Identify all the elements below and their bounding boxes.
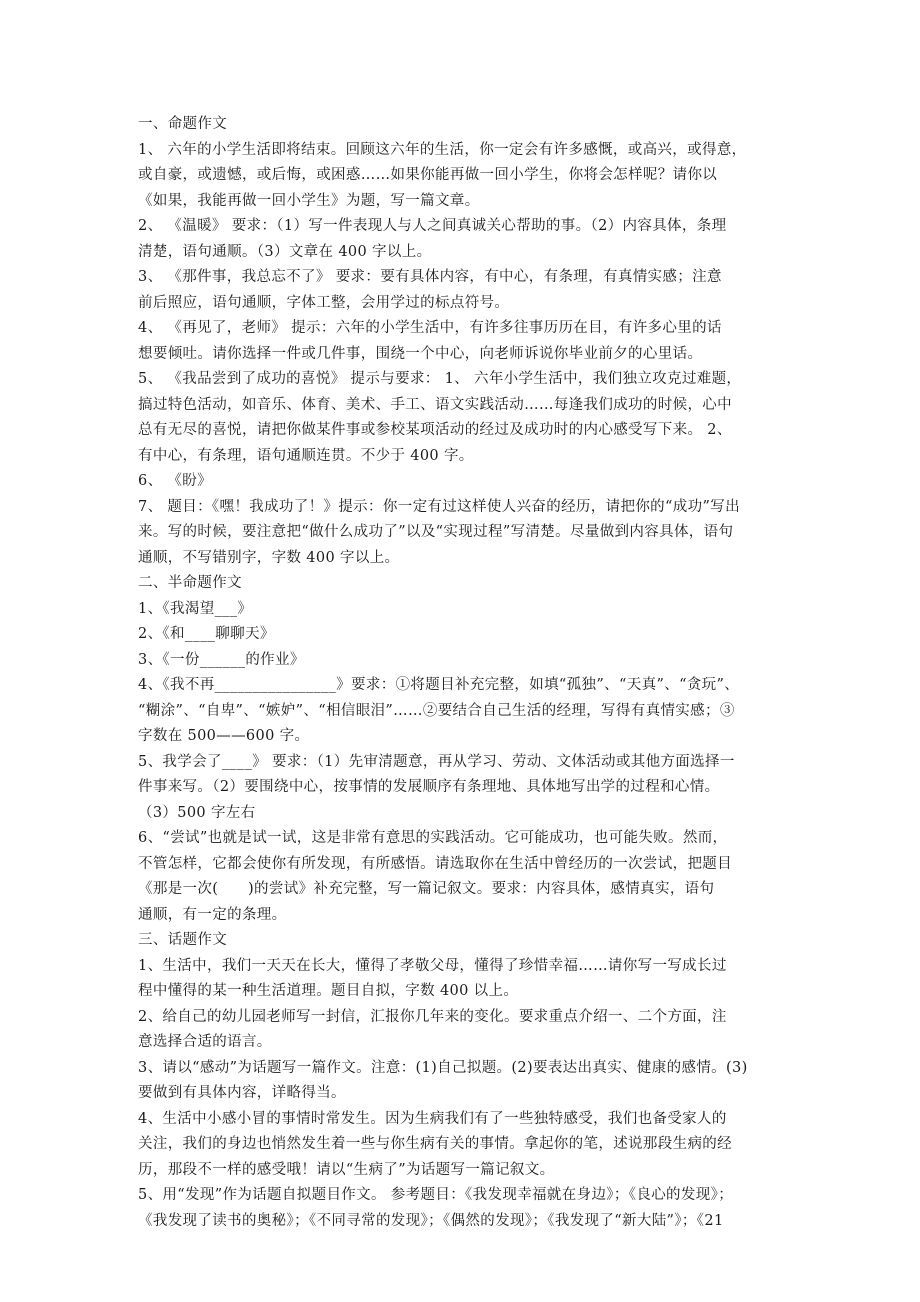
- section-heading-1: 一、命题作文: [138, 116, 228, 132]
- text-line: 3、 《那件事，我总忘不了》 要求：要有具体内容，有中心，有条理，有真情实感；注意: [138, 269, 722, 285]
- text-line: 4、《我不再________________》要求：①将题目补充完整，如填“孤独”、“天真”、“贪玩”、: [138, 677, 740, 693]
- text-line: 《我发现了读书的奥秘》；《不同寻常的发现》；《偶然的发现》；《我发现了“新大陆”》；《21: [138, 1212, 724, 1229]
- text-line: 搞过特色活动，如音乐、体育、美术、手工、语文实践活动……每逢我们成功的时候，心中: [138, 396, 732, 413]
- text-line: 1、 六年的小学生活即将结束。回顾这六年的生活，你一定会有许多感慨，或高兴，或得意，: [138, 141, 747, 158]
- text-line: 关注，我们的身边也悄然发生着一些与你生病有关的事情。拿起你的笔，述说那段生病的经: [138, 1136, 732, 1152]
- text-line: 2、 《温暖》 要求：（1）写一件表现人与人之间真诚关心帮助的事。（2）内容具体，条理: [138, 218, 727, 234]
- text-line: 1、生活中，我们一天天在长大，懂得了孝敬父母，懂得了珍惜幸福……请你写一写成长过: [138, 957, 727, 974]
- text-line: 4、 《再见了，老师》 提示：六年的小学生活中，有许多往事历历在目，有许多心里的话: [138, 320, 722, 336]
- text-line: 2、《和____聊聊天》: [138, 626, 275, 642]
- text-line: 件事来写。（2）要围绕中心，按事情的发展顺序有条理地、具体地写出学的过程和心情。: [138, 779, 720, 795]
- text-line: 意选择合适的语言。: [138, 1034, 272, 1050]
- text-line: 要做到有具体内容，详略得当。: [138, 1085, 346, 1101]
- text-line: 想要倾吐。请你选择一件或几件事，围绕一个中心，向老师诉说你毕业前夕的心里话。: [138, 345, 703, 362]
- text-line: 或自豪，或遗憾，或后悔，或困惑……如果你能再做一回小学生，你将会怎样呢？请你以: [138, 167, 718, 183]
- text-line: 通顺，有一定的条理。: [138, 906, 287, 923]
- text-line: 3、《一份______的作业》: [138, 651, 305, 668]
- text-line: 4、生活中小感小冒的事情时常发生。因为生病我们有了一些独特感受，我们也备受家人的: [138, 1110, 727, 1127]
- section-heading-3: 三、话题作文: [138, 932, 228, 948]
- text-line: 5、 《我品尝到了成功的喜悦》 提示与要求： 1、 六年小学生活中，我们独立攻克过难题，: [138, 371, 742, 387]
- text-line: （3）500 字左右: [138, 804, 256, 821]
- text-line: 5、我学会了____》 要求：（1）先审清题意，再从学习、劳动、文体活动或其他方面选择一: [138, 753, 735, 770]
- text-line: 1、《我渴望___》: [138, 600, 253, 617]
- text-line: 历，那段不一样的感受哦！请以“生病了”为话题写一篇记叙文。: [138, 1161, 555, 1178]
- text-line: 《如果，我能再做一回小学生》为题，写一篇文章。: [138, 192, 480, 209]
- text-line: 6、 《盼》: [138, 473, 212, 489]
- text-line: 通顺，不写错别字，字数 400 字以上。: [138, 549, 400, 566]
- text-line: 3、请以“感动”为话题写一篇作文。注意：(1)自己拟题。(2)要表达出真实、健康的感情。(3): [138, 1059, 748, 1076]
- text-line: 5、用“发现”作为话题自拟题目作文。 参考题目：《我发现幸福就在身边》；《良心的发现》；: [138, 1187, 734, 1203]
- text-line: 字数在 500——600 字。: [138, 728, 310, 744]
- text-line: 6、“尝试”也就是试一试，这是非常有意思的实践活动。它可能成功，也可能失败。然而，: [138, 830, 728, 846]
- text-line: 《那是一次( )的尝试》补充完整，写一篇记叙文。要求：内容具体，感情真实，语句: [138, 881, 715, 897]
- text-line: 2、给自己的幼儿园老师写一封信，汇报你几年来的变化。要求重点介绍一、二个方面，注: [138, 1008, 727, 1025]
- section-heading-2: 二、半命题作文: [138, 575, 242, 591]
- text-line: 来。写的时候，要注意把“做什么成功了”以及“实现过程”写清楚。尽量做到内容具体，语句: [138, 524, 734, 540]
- text-line: “糊涂”、“自卑”、“嫉妒”、“相信眼泪”……②要结合自己生活的经理，写得有真情实感；③: [138, 702, 735, 719]
- text-line: 不管怎样，它都会使你有所发现，有所感悟。请选取你在生活中曾经历的一次尝试，把题目: [138, 855, 732, 872]
- text-line: 有中心，有条理，语句通顺连贯。不少于 400 字。: [138, 447, 474, 464]
- text-line: 前后照应，语句通顺，字体工整，会用学过的标点符号。: [138, 294, 510, 311]
- text-line: 7、 题目：《嘿！我成功了！》提示：你一定有过这样使人兴奋的经历，请把你的“成功”写出: [138, 498, 740, 515]
- text-line: 程中懂得的某一种生活道理。题目自拟，字数 400 以上。: [138, 983, 519, 999]
- text-line: 清楚，语句通顺。（3）文章在 400 字以上。: [138, 243, 432, 260]
- text-line: 总有无尽的喜悦，请把你做某件事或参校某项活动的经过及成功时的内心感受写下来。 2、: [138, 422, 732, 438]
- document-page: [138, 112, 786, 1234]
